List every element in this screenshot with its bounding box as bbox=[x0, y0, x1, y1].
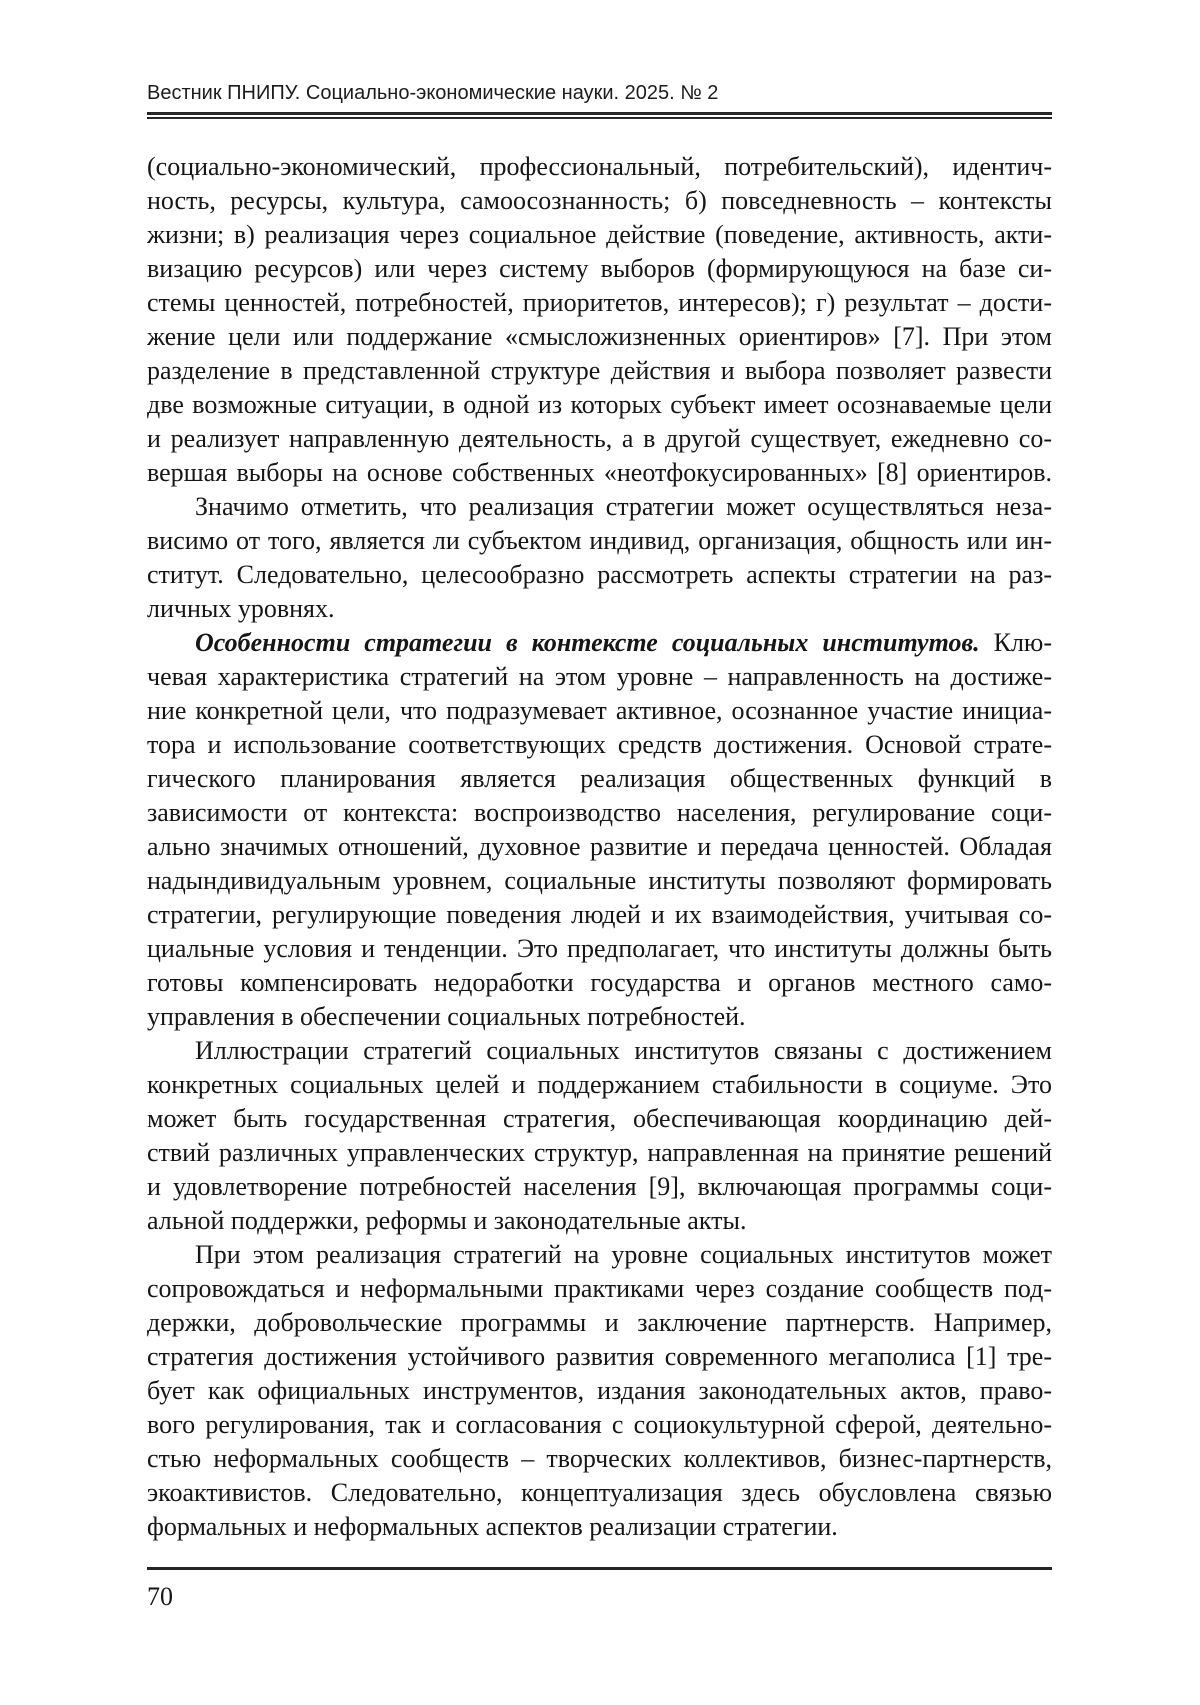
text-line: готовы компенсировать недоработки государства и органов местного само- bbox=[147, 968, 1052, 997]
footer-rule bbox=[147, 1567, 1052, 1570]
text-line: гического планирования является реализация общественных функций в bbox=[147, 764, 1052, 793]
text-line: ствий различных управленческих структур, направленная на принятие решений bbox=[147, 1138, 1052, 1167]
text-line: ние конкретной цели, что подразумевает активное, осознанное участие инициа- bbox=[147, 696, 1052, 725]
page-number: 70 bbox=[147, 1582, 173, 1611]
text-line: стратегии, регулирующие поведения людей и их взаимодействия, учитывая со- bbox=[147, 900, 1052, 929]
paragraph bbox=[147, 626, 1052, 1034]
text-line: вершая выборы на основе собственных «неотфокусированных» [8] ориентиров. bbox=[147, 458, 1052, 487]
text-line: (социально-экономический, профессиональный, потребительский), идентич- bbox=[147, 152, 1052, 181]
paragraph bbox=[147, 1238, 1052, 1544]
text-line: циальные условия и тенденции. Это предполагает, что институты должны быть bbox=[147, 934, 1052, 963]
text-line: тора и использование соответствующих средств достижения. Основой страте- bbox=[147, 730, 1052, 759]
text-line: стратегия достижения устойчивого развития современного мегаполиса [1] тре- bbox=[147, 1342, 1052, 1371]
text-line: визацию ресурсов) или через систему выборов (формирующуюся на базе си- bbox=[147, 254, 1052, 283]
text-run: Клю- bbox=[979, 628, 1052, 657]
text-line: Значимо отметить, что реализация стратегии может осуществляться неза- bbox=[195, 492, 1052, 521]
text-line: разделение в представленной структуре действия и выбора позволяет развести bbox=[147, 356, 1052, 385]
header-rule bbox=[147, 112, 1052, 119]
text-line bbox=[147, 626, 1052, 660]
text-line: альной поддержки, реформы и законодательные акты. bbox=[147, 1206, 747, 1235]
text-line: ститут. Следовательно, целесообразно рассмотреть аспекты стратегии на раз- bbox=[147, 560, 1052, 589]
text-line: чевая характеристика стратегий на этом уровне – направленность на достиже- bbox=[147, 662, 1052, 691]
text-line: личных уровнях. bbox=[147, 594, 335, 623]
text-line: стемы ценностей, потребностей, приоритетов, интересов); г) результат – дости- bbox=[147, 288, 1052, 317]
text-line: бует как официальных инструментов, издания законодательных актов, право- bbox=[147, 1376, 1052, 1405]
text-line: может быть государственная стратегия, обеспечивающая координацию дей- bbox=[147, 1104, 1052, 1133]
text-line: ность, ресурсы, культура, самоосознанность; б) повседневность – контексты bbox=[147, 186, 1052, 215]
running-header: Вестник ПНИПУ. Социально-экономические науки. 2025. № 2 bbox=[147, 82, 719, 104]
text-line: При этом реализация стратегий на уровне социальных институтов может bbox=[195, 1240, 1052, 1269]
paragraph bbox=[147, 490, 1052, 626]
text-line: Иллюстрации стратегий социальных институтов связаны с достижением bbox=[195, 1036, 1052, 1065]
text-line: формальных и неформальных аспектов реализации стратегии. bbox=[147, 1512, 838, 1541]
text-line: зависимости от контекста: воспроизводство населения, регулирование соци- bbox=[147, 798, 1052, 827]
text-line: держки, добровольческие программы и заключение партнерств. Например, bbox=[147, 1308, 1052, 1337]
text-line: и удовлетворение потребностей населения [9], включающая программы соци- bbox=[147, 1172, 1052, 1201]
text-line: ально значимых отношений, духовное развитие и передача ценностей. Обладая bbox=[147, 832, 1052, 861]
paragraph bbox=[147, 1034, 1052, 1238]
paragraph bbox=[147, 150, 1052, 490]
text-line: надындивидуальным уровнем, социальные институты позволяют формировать bbox=[147, 866, 1052, 895]
text-line: экоактивистов. Следовательно, концептуализация здесь обусловлена связью bbox=[147, 1478, 1052, 1507]
text-line: вого регулирования, так и согласования с социокультурной сферой, деятельно- bbox=[147, 1410, 1052, 1439]
run-in-heading: Особенности стратегии в контексте социальных институтов. bbox=[195, 628, 980, 657]
text-line: жение цели или поддержание «смысложизненных ориентиров» [7]. При этом bbox=[147, 322, 1052, 351]
text-line: стью неформальных сообществ – творческих коллективов, бизнес-партнерств, bbox=[147, 1444, 1052, 1473]
text-line: управления в обеспечении социальных потребностей. bbox=[147, 1002, 746, 1031]
text-line: сопровождаться и неформальными практиками через создание сообществ под- bbox=[147, 1274, 1052, 1303]
text-line: две возможные ситуации, в одной из которых субъект имеет осознаваемые цели bbox=[147, 390, 1052, 419]
text-line: жизни; в) реализация через социальное действие (поведение, активность, акти- bbox=[147, 220, 1052, 249]
text-line: конкретных социальных целей и поддержанием стабильности в социуме. Это bbox=[147, 1070, 1052, 1099]
text-block bbox=[147, 150, 1052, 1544]
text-line: висимо от того, является ли субъектом индивид, организация, общность или ин- bbox=[147, 526, 1052, 555]
text-line: и реализует направленную деятельность, а в другой существует, ежедневно со- bbox=[147, 424, 1052, 453]
